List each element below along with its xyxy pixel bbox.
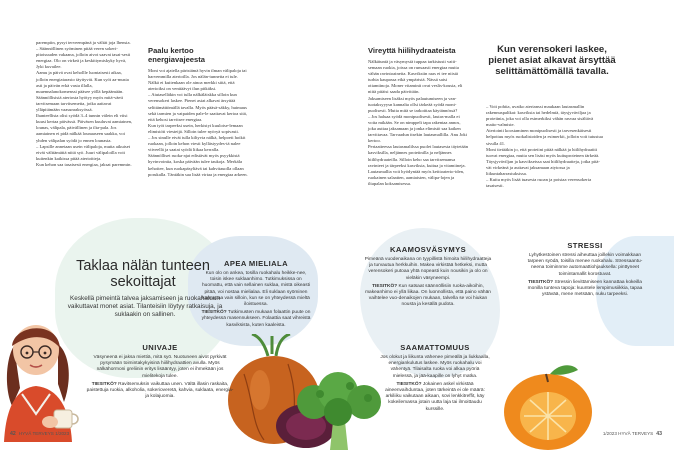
- tip-label: TIESITKÖ?: [396, 381, 422, 387]
- paragraph: Kun työt tarpeeksi usein, herkistyt kuuloise-lemaan elimistöti viesteijä. Silloin tulee nyöryä sopivasti.: [148, 122, 244, 134]
- info-box-tip: [200, 310, 312, 329]
- article-column-4: [486, 104, 604, 189]
- paragraph: Jaksamiseen lisäksi myös palautumiseen ja van-tuotaksyyysn kannalta ollsi tärkeää syödä mont-puolisesti. Mutta mitä se tarkoittaa käytännössä?: [368, 95, 458, 113]
- paragraph: Nälkätuntä ja väsymystä tuppaa tarkistusti vaiti-semaan ruokia, joissa on runsaasti energiaa mutta vähän ravintoaineita. Kasvikstin raas ei tee niistä turhia kaupassa eikä ympäristä. Nässä saisi ottamtinoja. Moner vitaminit ovat veslis-kousia, eli niitä pitäisi saada päivittäin.: [368, 59, 464, 95]
- info-box-body: Pimeänä vuodenaikana on tyypillistä himoita hiilihydraatteja ja turvautua herkkuihin. Makea virkistää hetkeksi, mutta verensokeri putoaa yhtä nopeasti kuin nousikin ja olo on vieläkin väsyneempi.: [364, 257, 492, 281]
- paragraph: – Lapsille annetaan usein välipaloja, mutta aikuiset eivät välttämättä niitä syö. Juuri välipaloilla voit kuitenkin kaikissa pitää aterioitteja.: [36, 143, 132, 161]
- page-number: 42: [10, 431, 16, 437]
- info-box-apea-mieliala: [200, 260, 312, 331]
- article-column-3: [368, 46, 468, 187]
- paragraph: Moni tietääkin jo, että proteiini pitää nälkää ja hiilihydraatiti tuovat energiaa, mutta sen lisäsi myös kuituproteinen tärkeää. Täysjyväviljan ja kasvikseissa saat hiilihydraatteja, jotka pitä-vät virkeänä ja auttavat jaksamaan atytossa ja liikuntaharrastuksissa.: [486, 146, 601, 177]
- info-box-title: SAAMATTOMUUS: [400, 343, 470, 352]
- paragraph: Periaatteessa lautasmalilssa puolet lautasesta täytetään kasviksilla, neljännes proteiinilla ja neljännes hiilihydraateilla. Silloin keho saa tarvitsemansa ravinteet ja tärpeeksi kasviksia, kuitua ja vitamiineja.: [368, 144, 470, 168]
- info-box-tip: [380, 382, 490, 413]
- paragraph: Ateriointi koostaminen monipuolisesti ja tarvesenkäisesti helpottuu myös ruokalistoiden ja esimerkit, jolloin voit tutustua sivulla 41.: [486, 128, 605, 146]
- paragraph: Kun kehon saa tasaisesti energiaa, jaksat paremmin.: [36, 161, 132, 167]
- infobox-title: Taklaa nälän tunteen sekoittajat: [76, 258, 210, 290]
- paragraph: – Säännöllinen syöminen pitää veren sokeri-pitoisuuden vakaana, jolloin aivot saavat tasai-sesti energiaa. Olo on virkeä ja keskittymiskyky hyvä, Jyki kuvailee.: [36, 46, 132, 70]
- infobox-lead: Keskellä pimeintä talvea jaksamiseen ja ruokahaluun vaikuttavat monet asiat. Tilanteisiin löytyy ratkaisuja, ja suklaakin on sallinen.: [67, 295, 223, 319]
- footer-magazine: HYVÄ TERVEYS 1/2023: [18, 431, 70, 436]
- info-box-univaje: [86, 344, 234, 402]
- tip-label: TIESITKÖ?: [528, 279, 554, 285]
- paragraph: Lautasmallia voit hyödyntää myös keittoaterio-iden, ruokainen salaatten, aamiaisten, välipa-lojen ja iltapalan koksamisessa.: [368, 168, 466, 186]
- paragraph: – Kuitu myös lisää tuasesta ruoan ja poistaa verensokeria tasaisesti.: [486, 177, 593, 189]
- info-box-title: APEA MIELIALA: [224, 259, 288, 268]
- info-box-kaamosvasymys: [364, 246, 492, 311]
- info-box-body: Jos olokut ja liikunta vähenee pimeällä ja liukkaalla, energiankulutus laskee. Myös ruokahalu voi vähentyä. Tilaisalta ruoka voi alkaa pyöriä mielessä, ja jää-kaapille on lyhyt matka.: [380, 355, 490, 379]
- section-heading: Paalu kertoo energiavajeesta: [148, 46, 205, 64]
- footer-magazine: 1/2023 HYVÄ TERVEYS: [602, 431, 654, 436]
- page-number: 43: [656, 431, 662, 437]
- paragraph: – Jos haluaa syödä monipuolisesti, lautas-malla ei voita mikään. Se on nimppeli tapa rakentaa annos, joka auttaa jaksamaan ja jonka elimistö saa kaiken tarvittavaa. Tarvaadun itsekin lautasmallilla. Anu Joki kertoo.: [368, 113, 469, 144]
- pull-quote: Kun verensokeri laskee, pienet asiat alkavat ärsyttää selittämättömällä tavalla.: [488, 44, 616, 78]
- tip-text: Kun satsaat säännöllisiin ruoka-aikoihin, makeanhimo ei yllä liikaa. On luonnollista, että paino vähän vaihtelee vuo-denaikojen mukaan, talvella se voi hiukan nousta ja kesällä pudota.: [365, 283, 491, 308]
- paragraph: parempiin, pysyt terveempänä ja vältät joja lhensia.: [36, 40, 131, 45]
- tip-text: Stressin lievittämiseen kannattaa kokeilla monilla tunteva tapoja: kuuntele lempimusiikkia, tapaa ystävää, mene metsään, nuku tarpeeksi.: [527, 279, 643, 298]
- tip-text: Tutkimusten mukaan folaattin puute on yhteydessä masennukseen. Folaattia saat vihreistä kasviksista, kuten kaaleista.: [201, 310, 311, 328]
- info-box-body: Kun olo on ankea, tosilla ruokahalu heikke-nee, toisin iskee suklaanhimo. Tutkimuksissa on huomattu, että vain sellainen suklaa, mistä oikeasti pitää, voi nostaa mielialaa. Eli suklaan syöminen kannattaa vain silloin, kun se on yhteydessä mieltä iloistuessa.: [202, 271, 310, 308]
- tip-label: TIESITKÖ?: [372, 283, 398, 289]
- info-box-stressi: [526, 242, 644, 300]
- tip-label: TIESITKÖ?: [91, 381, 117, 387]
- tip-text: Jokainen askel virkistää aineenvaihduntaa, joten tärkeintä ei ole määrä: arkiliiku vaikutaan aikaan, sovi lenkkitreffit, käy kokeilemassa jotain uutta laja tai ilmoittaudu kurssille.: [385, 381, 485, 412]
- paragraph: Moni voi ajatella päristämä hyvin ilman välipaloja tai harvemmilla aterioilla. Jos nälän-tunnetta ei tule. Nälkä ei kuitenkaan ole ainoa merkki siitä, että aterioiksi on venttäävyt ilun pitkäksi.: [148, 68, 248, 92]
- woman-illustration: [0, 318, 86, 442]
- paragraph: Aamu ja päivä ovat kehollle luontaisesti aikaa, jolloin energiatarasto täyttyvät. Kun syöt aa-musta asti ja päivän erkä vasta illalla, nuuennalanokomenssi pääsee yöllä kepäämään. Säännöllisistä ateriosta hyötyy myös mitä-väeti tarvitsemaan tarvitsemetta, jotka aattavat ylläpitämään vaasunraksyössä.: [36, 70, 130, 113]
- mandarin-illustration: [500, 360, 596, 450]
- section-heading: Vireyttä hiilihydraateista: [368, 46, 456, 55]
- footer-left: [10, 431, 69, 437]
- info-box-tip: [86, 382, 234, 401]
- info-box-saamattomuus: [380, 344, 490, 415]
- paragraph: Säännölliset ruoka-ajat edistävät myös psyykkistä hyvinvointia, koska päivään tulee taukoja. Merkäla kehoitee, kun ruokapäsyltävä tai kahvitauolla ollaan porukalla. Täntäkin saa lisää virtaa ja energiaa arkeen.: [148, 153, 248, 177]
- info-box-body: Väsyneenä ei jaksa miettiä, mitä syö. Nuotuneen aivot pyrkivät pysymään toimintakykyisinä hiilihydraattien avulla. Myös nälkähormoni greliinin eritys lisääntyy, joten ei ihmekään jos mielitekoja tulee.: [93, 355, 227, 379]
- info-box-title: STRESSI: [567, 241, 603, 250]
- article-column-1: [36, 40, 134, 168]
- info-box-title: UNIVAJE: [142, 343, 178, 352]
- tip-label: TIESITKÖ?: [201, 310, 227, 316]
- info-box-tip: [364, 284, 492, 309]
- info-box-body: Lyhytkestoinen stressi aiheuttaa joillekin voimakkaan tarpeen syödä, toisilla menee ruokahalu. Stressaantu-neena toiminnme automaattiohjauksella: pinttyneet toimintamallit korostuvat.: [527, 253, 643, 277]
- info-box-title: KAAMOSVÄSYMYS: [389, 245, 467, 254]
- info-box-tip: [526, 280, 644, 299]
- paragraph: – Jos sinulle eivät tulla kiltyvia nälkä, helpoeti hoikit ruokaan, jolloin kehon viesti kyllästyydes-tä nalee viiveellä ja saatat syödä liikaa kerralla.: [148, 135, 247, 153]
- footer-right: [603, 431, 662, 437]
- broccoli-illustration: [290, 372, 388, 450]
- paragraph: – Aiutaselläkin voi tulla nälkäläiskka silloin kun verensokeri laskee. Pienet asiat alkavat ärsyttää selittämättömällä tavalla. Myös pääsä-säkky, huimaus sekä tarmien ja vatpaiden pale-le saattavat kertoa sitä, että kehosi tarvitsee energiaa.: [148, 92, 249, 122]
- paragraph: Ihanteellista olisi syödä 3–4 tunnin välein eli viisi kuusi kertaa päivässä. Päiväsen kuuluvat aamiainen, lounas, välipala, päivällinen ja ilta-pala. Jos aamiainen ei pidä nälkää lounaaseen saakka, voi yhden välipalan syödä jo ennen lounasta.: [36, 113, 134, 143]
- paragraph: – Voit pohtia, uvatko aterianssi maukaan lautasmallin rakennuspalikat: kasviksia tai hedelmiä, täysjyväviljaa ja proteiinia, joka voi olla esimerkiksi vähän rasvaa sisältävä maito-valmiste.: [486, 104, 595, 128]
- article-column-2: [148, 46, 248, 178]
- tip-text: Ravitsemuksin vaikuttaa unen. Vältä illasin raskaita, paistettuja ruokia, alkoholia, sokerioveretä, kahvia, suklaata, energia- ja kolajuomia.: [86, 381, 234, 400]
